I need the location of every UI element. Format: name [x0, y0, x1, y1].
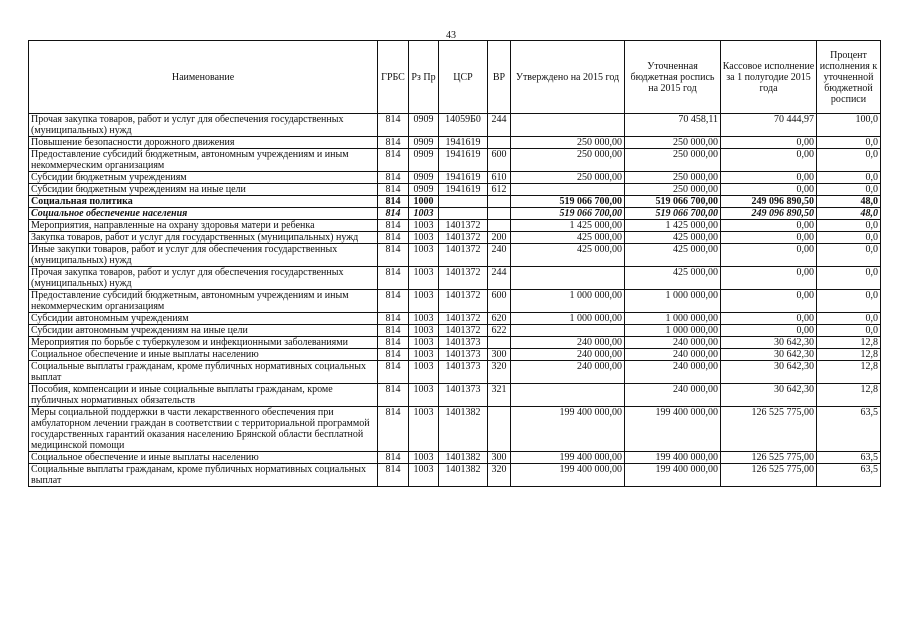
table-row	[29, 196, 881, 208]
cell-rzpr: 0909	[409, 114, 439, 137]
cell-grbs: 814	[378, 384, 409, 407]
cell-name: Социальные выплаты гражданам, кроме публичных нормативных социальных выплат	[29, 361, 378, 384]
cell-approved: 1 000 000,00	[511, 313, 625, 325]
cell-refined: 240 000,00	[625, 337, 721, 349]
cell-vr	[488, 337, 511, 349]
cell-refined: 250 000,00	[625, 149, 721, 172]
cell-name: Мероприятия, направленные на охрану здоровья матери и ребенка	[29, 220, 378, 232]
cell-cash: 126 525 775,00	[721, 407, 817, 452]
cell-refined: 240 000,00	[625, 361, 721, 384]
table-row	[29, 244, 881, 267]
cell-refined: 199 400 000,00	[625, 452, 721, 464]
cell-refined: 250 000,00	[625, 184, 721, 196]
header-approved: Утверждено на 2015 год	[511, 41, 625, 114]
cell-refined: 425 000,00	[625, 244, 721, 267]
cell-csr: 1941619	[439, 137, 488, 149]
cell-name: Субсидии автономным учреждениям	[29, 313, 378, 325]
cell-percent: 63,5	[817, 407, 881, 452]
cell-csr: 1401373	[439, 361, 488, 384]
cell-rzpr: 1003	[409, 452, 439, 464]
cell-refined: 1 425 000,00	[625, 220, 721, 232]
cell-cash: 249 096 890,50	[721, 196, 817, 208]
cell-rzpr: 0909	[409, 149, 439, 172]
cell-name: Предоставление субсидий бюджетным, автономным учреждениям и иным некоммерческим организациям	[29, 149, 378, 172]
cell-cash: 70 444,97	[721, 114, 817, 137]
cell-name: Социальное обеспечение и иные выплаты населению	[29, 349, 378, 361]
cell-percent: 0,0	[817, 244, 881, 267]
cell-percent: 100,0	[817, 114, 881, 137]
cell-approved: 425 000,00	[511, 232, 625, 244]
cell-vr	[488, 407, 511, 452]
cell-csr	[439, 208, 488, 220]
cell-rzpr: 1003	[409, 267, 439, 290]
cell-refined: 1 000 000,00	[625, 313, 721, 325]
table-row	[29, 208, 881, 220]
cell-percent: 48,0	[817, 208, 881, 220]
cell-grbs: 814	[378, 349, 409, 361]
cell-grbs: 814	[378, 361, 409, 384]
table-row	[29, 114, 881, 137]
cell-approved	[511, 267, 625, 290]
cell-name: Иные закупки товаров, работ и услуг для обеспечения государственных (муниципальных) нужд	[29, 244, 378, 267]
cell-approved: 240 000,00	[511, 349, 625, 361]
cell-vr: 622	[488, 325, 511, 337]
cell-csr: 1401382	[439, 452, 488, 464]
cell-refined: 1 000 000,00	[625, 325, 721, 337]
cell-vr: 612	[488, 184, 511, 196]
cell-name: Прочая закупка товаров, работ и услуг для обеспечения государственных (муниципальных) нужд	[29, 267, 378, 290]
cell-name: Социальное обеспечение и иные выплаты населению	[29, 452, 378, 464]
cell-percent: 12,8	[817, 337, 881, 349]
cell-rzpr: 1003	[409, 464, 439, 487]
cell-grbs: 814	[378, 337, 409, 349]
cell-csr: 1401372	[439, 232, 488, 244]
cell-rzpr: 0909	[409, 137, 439, 149]
cell-refined: 519 066 700,00	[625, 208, 721, 220]
cell-percent: 0,0	[817, 313, 881, 325]
cell-vr: 320	[488, 464, 511, 487]
cell-cash: 0,00	[721, 220, 817, 232]
cell-csr: 1401372	[439, 325, 488, 337]
cell-rzpr: 1003	[409, 349, 439, 361]
table-row	[29, 137, 881, 149]
cell-name: Социальные выплаты гражданам, кроме публичных нормативных социальных выплат	[29, 464, 378, 487]
cell-grbs: 814	[378, 114, 409, 137]
cell-grbs: 814	[378, 313, 409, 325]
cell-percent: 0,0	[817, 290, 881, 313]
table-row	[29, 220, 881, 232]
cell-vr	[488, 137, 511, 149]
cell-cash: 0,00	[721, 232, 817, 244]
cell-csr: 1401372	[439, 220, 488, 232]
cell-refined: 70 458,11	[625, 114, 721, 137]
cell-percent: 0,0	[817, 220, 881, 232]
cell-name: Меры социальной поддержки в части лекарственного обеспечения при амбулаторном лечении граждан в соответствии с территориальной программой государственных гарантий оказания населению Брянской области бесплатной медицинской помощи	[29, 407, 378, 452]
cell-name: Предоставление субсидий бюджетным, автономным учреждениям и иным некоммерческим организациям	[29, 290, 378, 313]
header-row	[29, 41, 881, 114]
cell-rzpr: 0909	[409, 172, 439, 184]
header-percent: Процент исполнения к уточненной бюджетной росписи	[817, 41, 881, 114]
cell-grbs: 814	[378, 184, 409, 196]
cell-csr: 1401372	[439, 313, 488, 325]
cell-csr: 1401382	[439, 464, 488, 487]
cell-refined: 240 000,00	[625, 384, 721, 407]
cell-grbs: 814	[378, 172, 409, 184]
cell-cash: 0,00	[721, 137, 817, 149]
cell-approved: 199 400 000,00	[511, 452, 625, 464]
cell-approved: 240 000,00	[511, 337, 625, 349]
cell-approved: 519 066 700,00	[511, 208, 625, 220]
cell-grbs: 814	[378, 232, 409, 244]
cell-name: Субсидии бюджетным учреждениям на иные цели	[29, 184, 378, 196]
header-name: Наименование	[29, 41, 378, 114]
cell-percent: 12,8	[817, 361, 881, 384]
cell-vr	[488, 220, 511, 232]
table-row	[29, 337, 881, 349]
cell-approved: 250 000,00	[511, 137, 625, 149]
cell-name: Социальная политика	[29, 196, 378, 208]
cell-rzpr: 1003	[409, 313, 439, 325]
cell-rzpr: 1003	[409, 361, 439, 384]
cell-approved: 240 000,00	[511, 361, 625, 384]
cell-percent: 0,0	[817, 267, 881, 290]
cell-percent: 0,0	[817, 172, 881, 184]
cell-grbs: 814	[378, 196, 409, 208]
cell-cash: 30 642,30	[721, 361, 817, 384]
cell-rzpr: 1003	[409, 384, 439, 407]
table-row	[29, 452, 881, 464]
cell-approved: 519 066 700,00	[511, 196, 625, 208]
cell-vr	[488, 196, 511, 208]
cell-csr	[439, 196, 488, 208]
cell-cash: 126 525 775,00	[721, 452, 817, 464]
cell-approved: 199 400 000,00	[511, 464, 625, 487]
cell-cash: 0,00	[721, 172, 817, 184]
table-row	[29, 149, 881, 172]
cell-csr: 1401373	[439, 349, 488, 361]
cell-cash: 0,00	[721, 184, 817, 196]
cell-percent: 0,0	[817, 232, 881, 244]
cell-grbs: 814	[378, 290, 409, 313]
table-row	[29, 172, 881, 184]
cell-csr: 1401373	[439, 384, 488, 407]
cell-csr: 1401372	[439, 267, 488, 290]
cell-refined: 250 000,00	[625, 137, 721, 149]
table-row	[29, 349, 881, 361]
cell-refined: 199 400 000,00	[625, 464, 721, 487]
cell-rzpr: 1003	[409, 290, 439, 313]
cell-percent: 63,5	[817, 452, 881, 464]
cell-vr: 600	[488, 149, 511, 172]
cell-grbs: 814	[378, 325, 409, 337]
cell-approved: 250 000,00	[511, 172, 625, 184]
cell-csr: 1941619	[439, 149, 488, 172]
cell-name: Субсидии автономным учреждениям на иные цели	[29, 325, 378, 337]
cell-cash: 0,00	[721, 149, 817, 172]
cell-cash: 249 096 890,50	[721, 208, 817, 220]
table-row	[29, 184, 881, 196]
cell-cash: 0,00	[721, 290, 817, 313]
header-rzpr: Рз Пр	[409, 41, 439, 114]
cell-refined: 425 000,00	[625, 267, 721, 290]
cell-vr: 300	[488, 349, 511, 361]
cell-percent: 48,0	[817, 196, 881, 208]
cell-grbs: 814	[378, 208, 409, 220]
cell-vr: 200	[488, 232, 511, 244]
cell-cash: 30 642,30	[721, 384, 817, 407]
cell-name: Мероприятия по борьбе с туберкулезом и инфекционными заболеваниями	[29, 337, 378, 349]
cell-csr: 1401382	[439, 407, 488, 452]
cell-name: Закупка товаров, работ и услуг для государственных (муниципальных) нужд	[29, 232, 378, 244]
table-row	[29, 267, 881, 290]
cell-csr: 1401372	[439, 290, 488, 313]
cell-vr: 321	[488, 384, 511, 407]
cell-name: Пособия, компенсации и иные социальные выплаты гражданам, кроме публичных нормативных обязательств	[29, 384, 378, 407]
table-row	[29, 232, 881, 244]
cell-approved	[511, 114, 625, 137]
cell-approved: 1 000 000,00	[511, 290, 625, 313]
page-number: 43	[446, 30, 456, 41]
cell-percent: 0,0	[817, 137, 881, 149]
header-refined: Уточненная бюджетная роспись на 2015 год	[625, 41, 721, 114]
cell-vr: 240	[488, 244, 511, 267]
cell-cash: 0,00	[721, 325, 817, 337]
cell-refined: 199 400 000,00	[625, 407, 721, 452]
cell-approved	[511, 384, 625, 407]
header-cash: Кассовое исполнение за 1 полугодие 2015 года	[721, 41, 817, 114]
table-row	[29, 290, 881, 313]
cell-csr: 1941619	[439, 172, 488, 184]
cell-rzpr: 1003	[409, 208, 439, 220]
cell-cash: 0,00	[721, 244, 817, 267]
cell-grbs: 814	[378, 267, 409, 290]
cell-approved	[511, 184, 625, 196]
cell-percent: 0,0	[817, 325, 881, 337]
cell-name: Субсидии бюджетным учреждениям	[29, 172, 378, 184]
cell-approved: 425 000,00	[511, 244, 625, 267]
cell-rzpr: 1003	[409, 337, 439, 349]
cell-grbs: 814	[378, 407, 409, 452]
cell-rzpr: 0909	[409, 184, 439, 196]
table-row	[29, 384, 881, 407]
cell-percent: 0,0	[817, 149, 881, 172]
cell-grbs: 814	[378, 137, 409, 149]
cell-rzpr: 1003	[409, 220, 439, 232]
table-row	[29, 313, 881, 325]
cell-cash: 126 525 775,00	[721, 464, 817, 487]
cell-rzpr: 1003	[409, 407, 439, 452]
cell-approved: 1 425 000,00	[511, 220, 625, 232]
header-grbs: ГРБС	[378, 41, 409, 114]
table-row	[29, 464, 881, 487]
table-row	[29, 361, 881, 384]
cell-name: Повышение безопасности дорожного движения	[29, 137, 378, 149]
cell-csr: 1401373	[439, 337, 488, 349]
cell-refined: 425 000,00	[625, 232, 721, 244]
cell-rzpr: 1003	[409, 244, 439, 267]
cell-name: Социальное обеспечение населения	[29, 208, 378, 220]
cell-rzpr: 1000	[409, 196, 439, 208]
header-vr: ВР	[488, 41, 511, 114]
cell-vr: 600	[488, 290, 511, 313]
cell-percent: 63,5	[817, 464, 881, 487]
cell-vr: 244	[488, 114, 511, 137]
cell-cash: 0,00	[721, 313, 817, 325]
cell-approved: 199 400 000,00	[511, 407, 625, 452]
cell-cash: 30 642,30	[721, 349, 817, 361]
cell-csr: 1401372	[439, 244, 488, 267]
cell-vr: 320	[488, 361, 511, 384]
cell-refined: 250 000,00	[625, 172, 721, 184]
cell-rzpr: 1003	[409, 232, 439, 244]
cell-grbs: 814	[378, 464, 409, 487]
cell-vr	[488, 208, 511, 220]
cell-approved: 250 000,00	[511, 149, 625, 172]
cell-grbs: 814	[378, 220, 409, 232]
cell-csr: 1941619	[439, 184, 488, 196]
cell-grbs: 814	[378, 452, 409, 464]
cell-vr: 610	[488, 172, 511, 184]
budget-execution-table	[28, 40, 881, 487]
cell-vr: 300	[488, 452, 511, 464]
cell-vr: 620	[488, 313, 511, 325]
cell-refined: 240 000,00	[625, 349, 721, 361]
header-csr: ЦСР	[439, 41, 488, 114]
cell-percent: 0,0	[817, 184, 881, 196]
cell-grbs: 814	[378, 244, 409, 267]
cell-rzpr: 1003	[409, 325, 439, 337]
table-row	[29, 325, 881, 337]
cell-percent: 12,8	[817, 349, 881, 361]
cell-cash: 30 642,30	[721, 337, 817, 349]
cell-name: Прочая закупка товаров, работ и услуг для обеспечения государственных (муниципальных) нужд	[29, 114, 378, 137]
cell-csr: 14059Б0	[439, 114, 488, 137]
cell-refined: 1 000 000,00	[625, 290, 721, 313]
cell-vr: 244	[488, 267, 511, 290]
cell-cash: 0,00	[721, 267, 817, 290]
cell-grbs: 814	[378, 149, 409, 172]
cell-percent: 12,8	[817, 384, 881, 407]
cell-approved	[511, 325, 625, 337]
cell-refined: 519 066 700,00	[625, 196, 721, 208]
table-row	[29, 407, 881, 452]
